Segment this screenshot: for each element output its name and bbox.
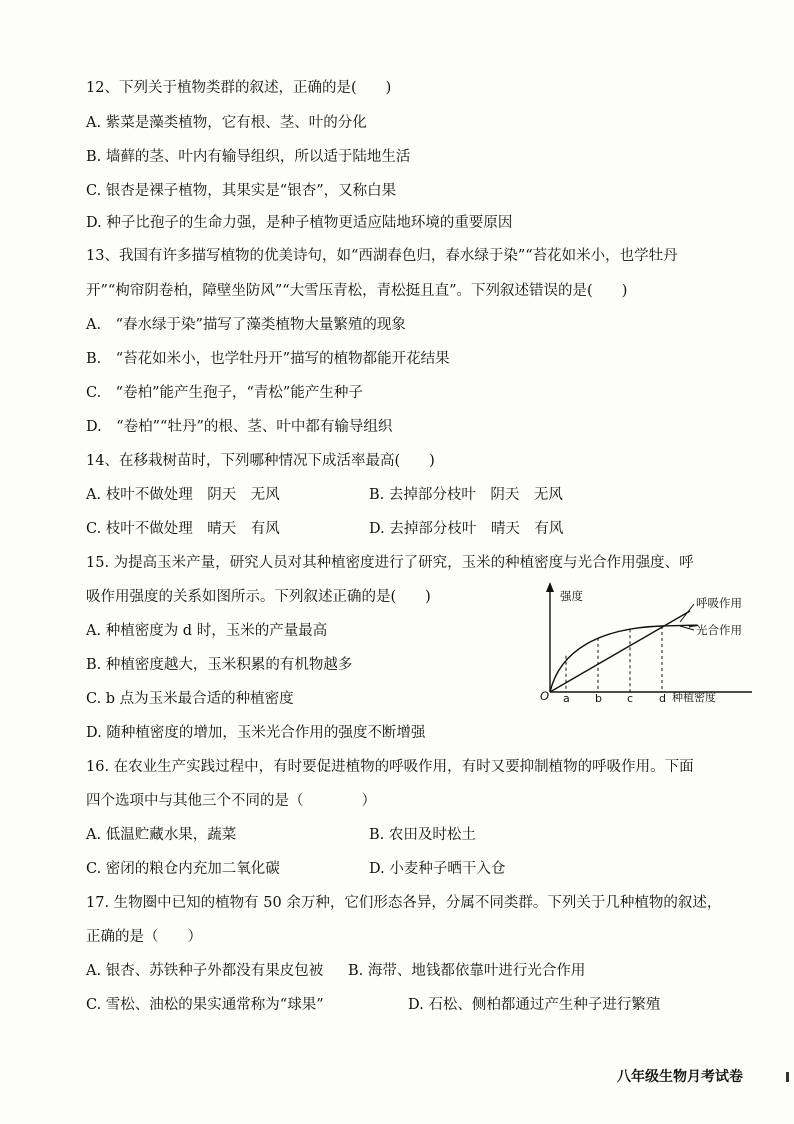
q13-stem-line1: 13、我国有许多描写植物的优美诗句，如“西湖春色归，春水绿于染”“苔花如米小，也学牡丹 <box>86 248 678 264</box>
q14-option-d: D. 去掉部分枝叶 晴天 有风 <box>369 521 564 537</box>
q16-stem-line2: 四个选项中与其他三个不同的是（ ） <box>86 793 376 809</box>
q13-option-d: D. “卷柏”“牡丹”的根、茎、叶中都有输导组织 <box>86 419 393 435</box>
q13-option-c: C. “卷柏”能产生孢子，“青松”能产生种子 <box>86 385 363 401</box>
respiration-series-label: 呼吸作用 <box>696 596 742 610</box>
q15-option-b: B. 种植密度越大，玉米积累的有机物越多 <box>86 657 353 673</box>
q15-density-chart <box>530 580 770 706</box>
q15-option-d: D. 随种植密度的增加，玉米光合作用的强度不断增强 <box>86 725 426 741</box>
q15-option-c: C. b 点为玉米最合适的种植密度 <box>86 691 294 707</box>
q15-option-a: A. 种植密度为 d 时，玉米的产量最高 <box>86 623 328 639</box>
x-tick-c: c <box>627 692 634 705</box>
q17-option-d: D. 石松、侧柏都通过产生种子进行繁殖 <box>408 997 661 1013</box>
q17-stem-line2: 正确的是（ ） <box>86 929 202 945</box>
q14-option-a: A. 枝叶不做处理 阴天 无风 <box>86 487 280 503</box>
q12-option-b: B. 墙藓的茎、叶内有输导组织，所以适于陆地生活 <box>86 149 411 165</box>
q16-option-d: D. 小麦种子晒干入仓 <box>369 861 506 877</box>
q17-stem-line1: 17. 生物圈中已知的植物有 50 余万种，它们形态各异，分属不同类群。下列关于几种植物的叙述， <box>86 895 722 911</box>
q17-option-b: B. 海带、地钱都依靠叶进行光合作用 <box>348 963 586 979</box>
x-tick-labels <box>563 692 666 705</box>
x-axis-label: 种植密度 <box>672 691 716 704</box>
q17-option-c: C. 雪松、油松的果实通常称为“球果” <box>86 997 324 1013</box>
q13-stem-line2: 开”“枸帘阴卷柏，障壁坐防风”“大雪压青松，青松挺且直”。下列叙述错误的是( ) <box>86 283 628 299</box>
y-axis-label: 强度 <box>560 589 583 603</box>
q14-option-c: C. 枝叶不做处理 晴天 有风 <box>86 521 280 537</box>
q12-option-d: D. 种子比孢子的生命力强，是种子植物更适应陆地环境的重要原因 <box>86 215 513 231</box>
respiration-line <box>550 611 690 692</box>
q16-stem-line1: 16. 在农业生产实践过程中，有时要促进植物的呼吸作用，有时又要抑制植物的呼吸作用。下面 <box>86 759 694 775</box>
q12-option-c: C. 银杏是裸子植物，其果实是“银杏”，又称白果 <box>86 183 397 199</box>
q14-option-b: B. 去掉部分枝叶 阴天 无风 <box>369 487 563 503</box>
q14-stem: 14、在移栽树苗时，下列哪种情况下成活率最高( ) <box>86 453 435 469</box>
origin-label: O <box>540 689 550 703</box>
page-edge-mark <box>786 1072 789 1082</box>
x-tick-d: d <box>659 692 666 705</box>
y-axis-arrow <box>546 582 554 592</box>
q12-stem: 12、下列关于植物类群的叙述，正确的是( ) <box>86 80 392 96</box>
q16-option-a: A. 低温贮藏水果，蔬菜 <box>86 827 237 843</box>
q16-option-c: C. 密闭的粮仓内充加二氧化碳 <box>86 861 280 877</box>
q17-option-a: A. 银杏、苏铁种子外都没有果皮包被 <box>86 963 324 979</box>
q15-stem-line2: 吸作用强度的关系如图所示。下列叙述正确的是( ) <box>86 589 431 605</box>
photosynthesis-curve <box>550 625 698 692</box>
photosynthesis-series-label: 光合作用 <box>696 623 742 637</box>
q13-option-a: A. “春水绿于染”描写了藻类植物大量繁殖的现象 <box>86 317 406 333</box>
q16-option-b: B. 农田及时松土 <box>369 827 476 843</box>
footer-exam-title: 八年级生物月考试卷 <box>617 1069 743 1085</box>
x-tick-b: b <box>595 692 602 705</box>
x-tick-a: a <box>563 692 570 705</box>
q13-option-b: B. “苔花如米小，也学牡丹开”描写的植物都能开花结果 <box>86 351 450 367</box>
respiration-leader <box>680 604 694 622</box>
q15-stem-line1: 15. 为提高玉米产量，研究人员对其种植密度进行了研究，玉米的种植密度与光合作用强度、呼 <box>86 555 694 571</box>
q12-option-a: A. 紫菜是藻类植物，它有根、茎、叶的分化 <box>86 115 367 131</box>
